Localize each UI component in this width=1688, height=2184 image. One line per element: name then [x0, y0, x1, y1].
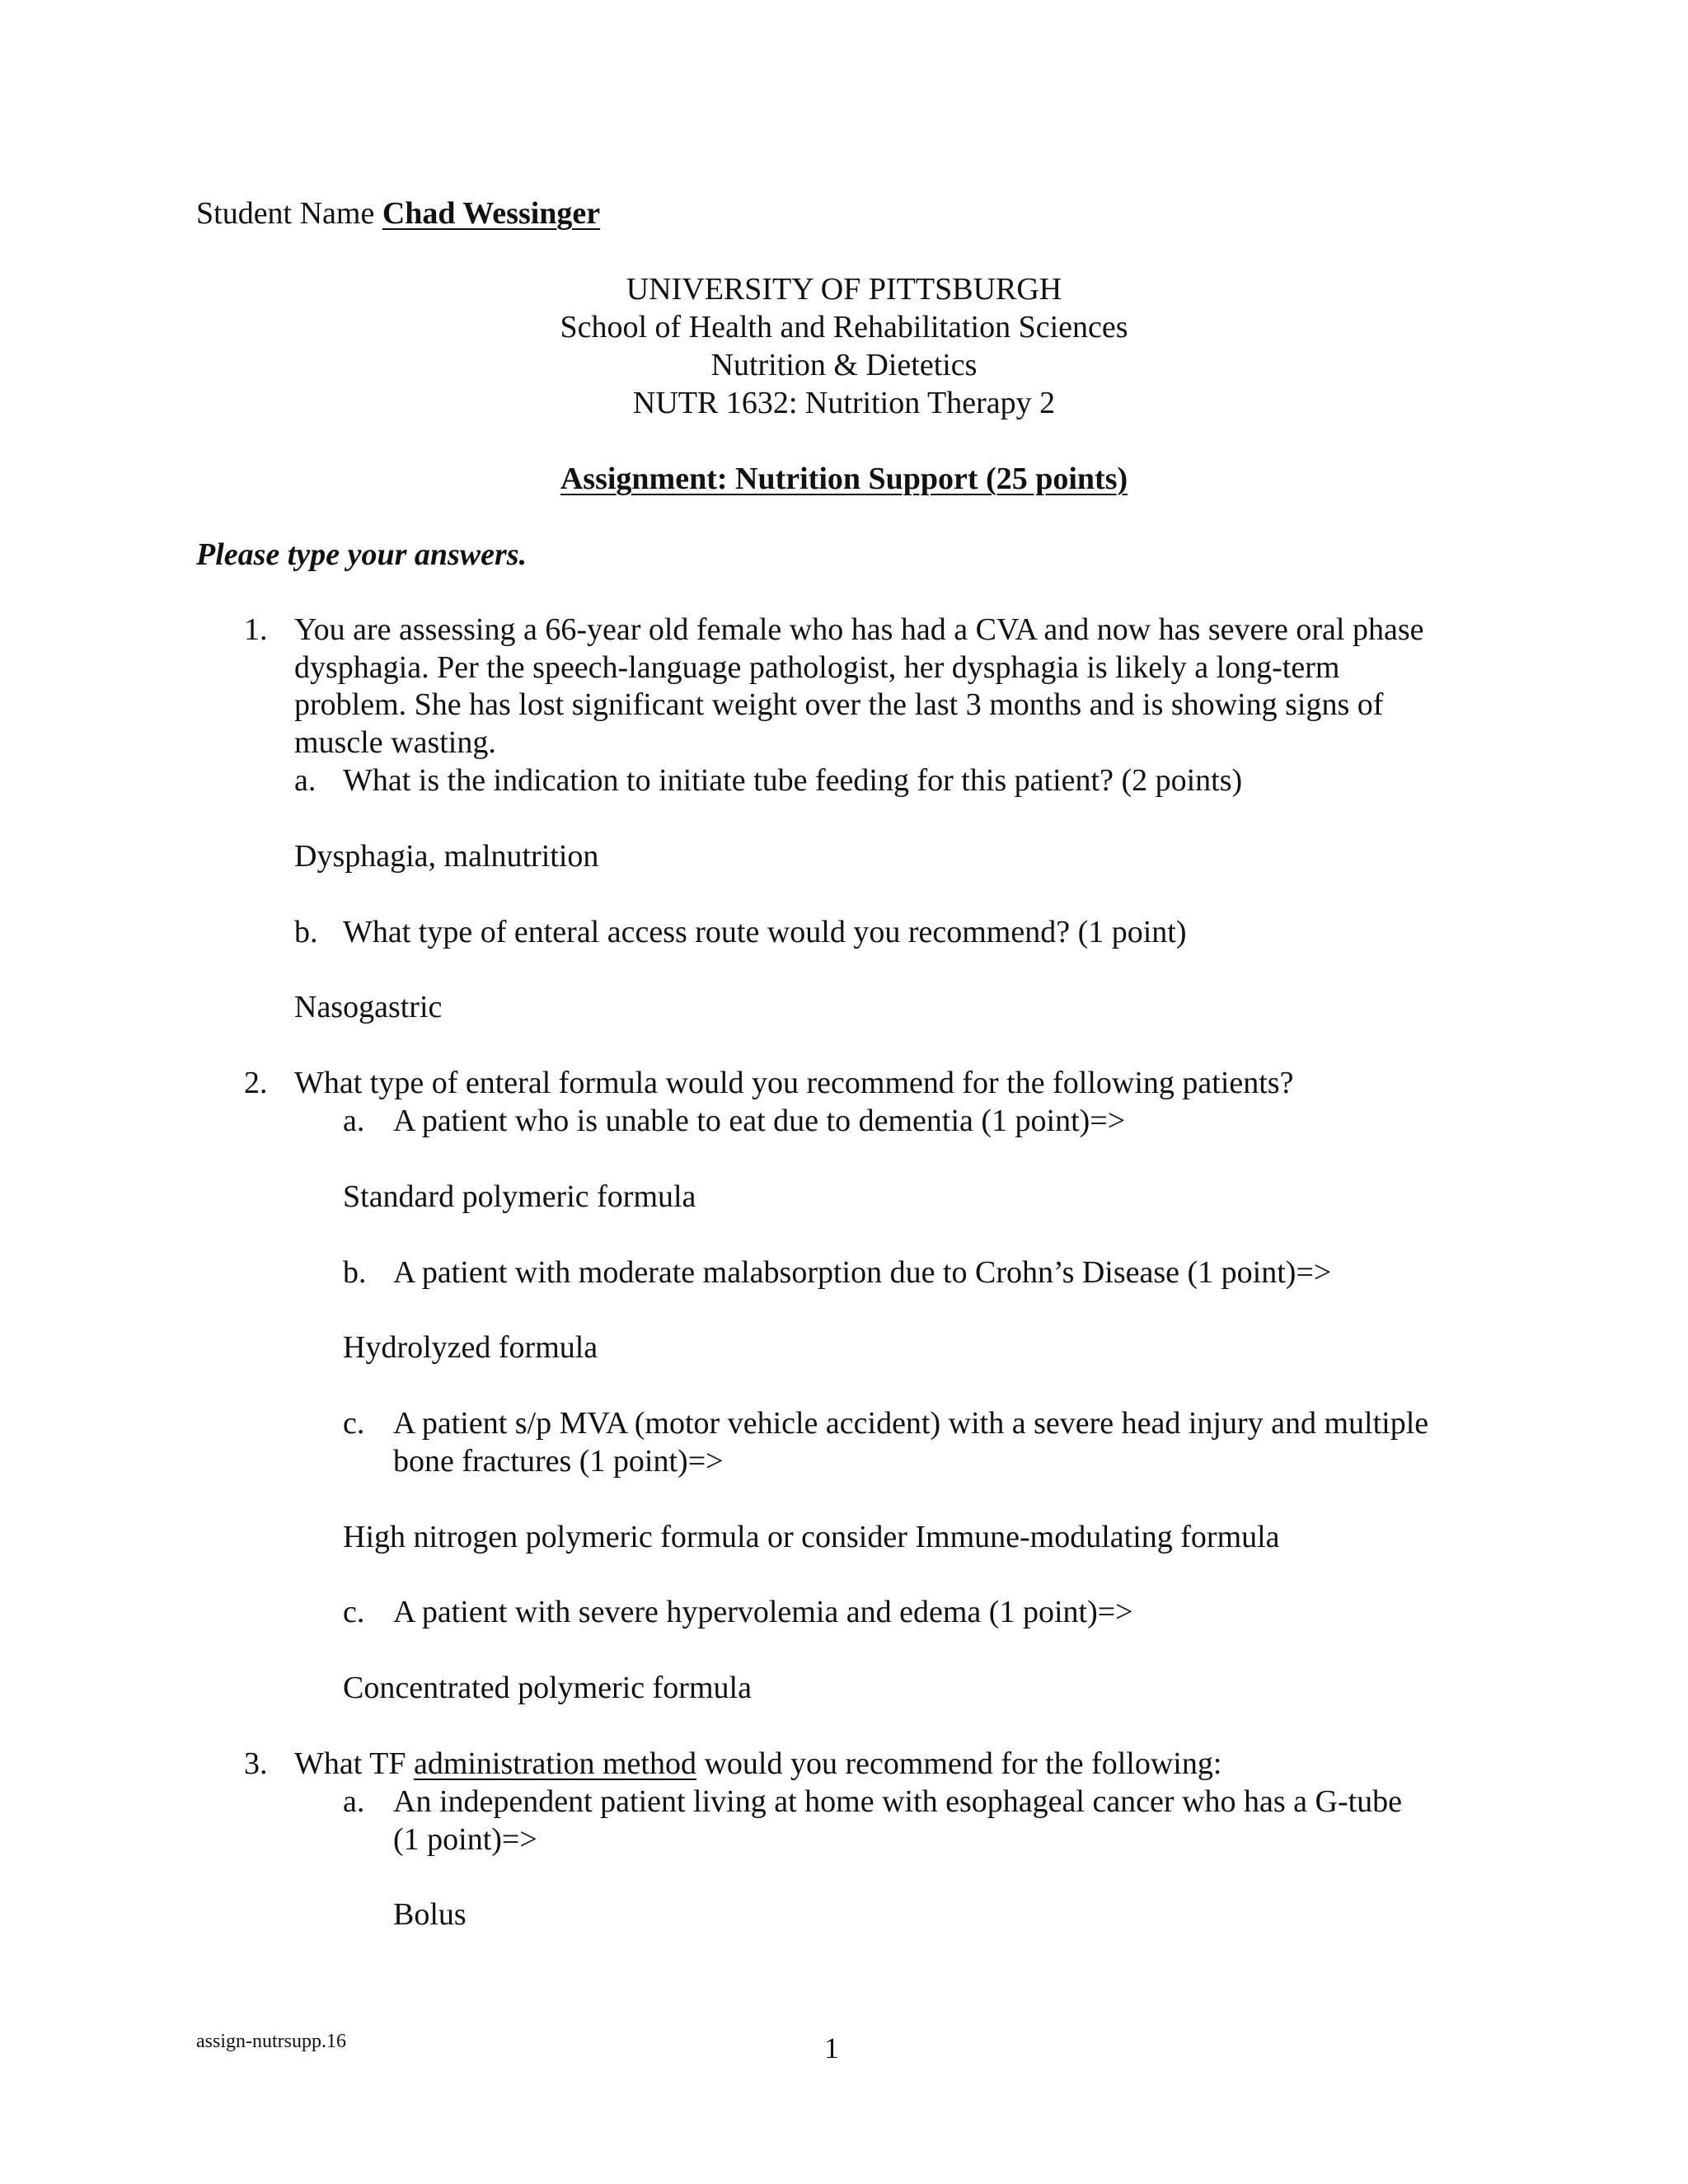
q1-number: 1. — [244, 612, 268, 647]
q1a-answer: Dysphagia, malnutrition — [294, 839, 599, 874]
q2c-text-line: bone fractures (1 point)=> — [393, 1444, 724, 1479]
footer-file-name: assign-nutrsupp.16 — [196, 2031, 346, 2052]
assignment-title — [0, 460, 1688, 498]
q1b-answer: Nasogastric — [294, 990, 443, 1024]
school-name: School of Health and Rehabilitation Sciences — [560, 310, 1128, 344]
q2c-label: c. — [343, 1406, 365, 1441]
q2c-answer: High nitrogen polymeric formula or consider Immune-modulating formula — [343, 1520, 1280, 1554]
student-name-line — [196, 194, 600, 232]
q3a-label: a. — [343, 1784, 365, 1819]
q1-text-line: You are assessing a 66-year old female who has had a CVA and now has severe oral phase — [294, 612, 1424, 647]
q2c-text-line: A patient s/p MVA (motor vehicle accident) with a severe head injury and multiple — [393, 1406, 1429, 1441]
footer-page-number: 1 — [824, 2032, 839, 2064]
q2a-label: a. — [343, 1104, 365, 1138]
q1a-text: What is the indication to initiate tube feeding for this patient? (2 points) — [343, 763, 1243, 798]
q3-text-before: What TF — [294, 1746, 406, 1781]
q1b-text: What type of enteral access route would you recommend? (1 point) — [343, 915, 1187, 949]
q2b-answer: Hydrolyzed formula — [343, 1330, 598, 1365]
course-name: NUTR 1632: Nutrition Therapy 2 — [632, 386, 1056, 420]
q3-text-underlined: administration method — [413, 1746, 696, 1781]
q3a-answer: Bolus — [393, 1897, 467, 1932]
student-name-value: Chad Wessinger — [382, 196, 601, 231]
university-name: UNIVERSITY OF PITTSBURGH — [626, 272, 1062, 307]
q2b-label: b. — [343, 1255, 367, 1290]
q3a-text-line: (1 point)=> — [393, 1822, 537, 1857]
q1-text-line: problem. She has lost significant weight over the last 3 months and is showing signs of — [294, 687, 1384, 722]
q2d-text: A patient with severe hypervolemia and edema (1 point)=> — [393, 1595, 1133, 1629]
q2-number: 2. — [244, 1066, 268, 1100]
q2d-answer: Concentrated polymeric formula — [343, 1671, 752, 1705]
q3-number: 3. — [244, 1746, 268, 1781]
q3-text-after: would you recommend for the following: — [704, 1746, 1222, 1781]
assignment-title-text: Assignment: Nutrition Support (25 points) — [560, 462, 1128, 496]
q1a-label: a. — [294, 763, 316, 798]
q3a-text-line: An independent patient living at home with esophageal cancer who has a G-tube — [393, 1784, 1403, 1819]
q2a-text: A patient who is unable to eat due to dementia (1 point)=> — [393, 1104, 1126, 1138]
student-name-label: Student Name — [196, 196, 375, 231]
q2d-label: c. — [343, 1595, 365, 1629]
instructions: Please type your answers. — [196, 537, 528, 572]
department-name: Nutrition & Dietetics — [710, 348, 978, 382]
q2b-text: A patient with moderate malabsorption due to Crohn’s Disease (1 point)=> — [393, 1255, 1332, 1290]
q1b-label: b. — [294, 915, 318, 949]
q1-text-line: dysphagia. Per the speech-language pathologist, her dysphagia is likely a long-term — [294, 650, 1340, 685]
q2a-answer: Standard polymeric formula — [343, 1179, 696, 1214]
q3-text — [294, 1745, 1221, 1783]
q1-text-line: muscle wasting. — [294, 725, 496, 760]
q2-text: What type of enteral formula would you recommend for the following patients? — [294, 1066, 1294, 1100]
